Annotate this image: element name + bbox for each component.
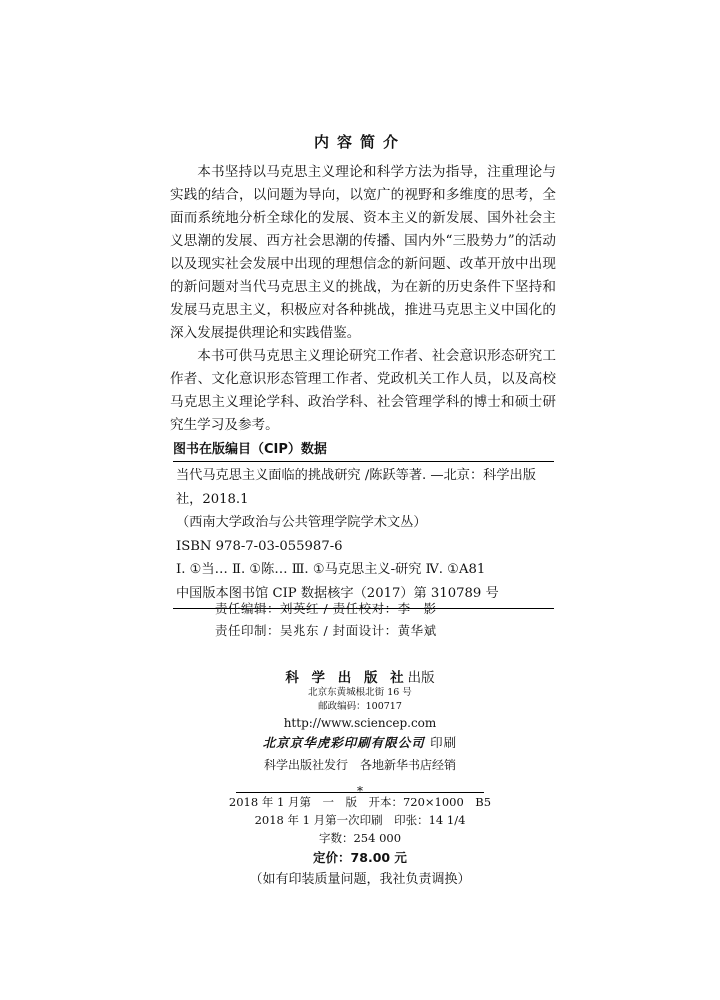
publisher-name: 科 学 出 版 社 [285, 670, 408, 686]
cip-isbn-line: ISBN 978-7-03-055987-6 [176, 538, 343, 554]
price: 定价：78.00 元 [313, 850, 407, 865]
intro-text [170, 161, 556, 437]
cip-record-line: 中国版本图书馆 CIP 数据核字（2017）第 310789 号 [176, 585, 499, 601]
publisher-postcode: 邮政编码：100717 [318, 701, 402, 712]
publisher-block [0, 666, 720, 802]
quality-notice: （如有印装质量问题，我社负责调换） [249, 872, 471, 887]
word-count: 字数：254 000 [318, 831, 402, 845]
intro-paragraph-2: 本书可供马克思主义理论研究工作者、社会意识形态研究工作者、文化意识形态管理工作者、党政机关工作人员，以及高校马克思主义理论学科、政治学科、社会管理学科的博士和硕士研究生学习及参考。 [170, 348, 556, 433]
publisher-name-line [0, 666, 720, 686]
publisher-url: http://www.sciencep.com [283, 716, 437, 730]
cip-block [173, 438, 554, 609]
intro-title: 内容简介 [313, 133, 406, 151]
cip-series-line: （西南大学政治与公共管理学院学术文丛） [176, 515, 427, 530]
printing-line: 2018 年 1 月第一次印刷 印张：14 1/4 [254, 813, 466, 827]
editors-line-2: 责任印制：吴兆东 / 封面设计：黄华斌 [215, 623, 437, 638]
cip-title-line: 当代马克思主义面临的挑战研究 /陈跃等著. —北京：科学出版 [176, 468, 536, 483]
printer-name: 北京京华虎彩印刷有限公司 [262, 735, 425, 750]
separator-star: * [357, 784, 363, 798]
printer-line [0, 732, 720, 754]
distribution-line: 科学出版社发行 各地新华书店经销 [263, 758, 456, 772]
specs-block [0, 792, 720, 891]
intro-paragraph-1: 本书坚持以马克思主义理论和科学方法为指导，注重理论与实践的结合，以问题为导向，以宽广的视野和多维度的思考，全面而系统地分析全球化的发展、资本主义的新发展、国外社会主义思潮的发展、西方社会思潮的传播、国内外“三股势力”的活动以及现实社会发展中出现的理想信念的新问题、改革开放中出现的新问题对当代马克思主义的挑战，为在新的历史条件下坚持和发展马克思主义，积极应对各种挑战，推进马克思主义中国化的深入发展提供理论和实践借鉴。 [170, 164, 556, 341]
cip-heading: 图书在版编目（CIP）数据 [173, 438, 554, 462]
printer-suffix: 印刷 [430, 735, 458, 750]
publisher-name-suffix: 出版 [407, 670, 435, 686]
cip-subject-line: Ⅰ. ①当… Ⅱ. ①陈… Ⅲ. ①马克思主义-研究 Ⅳ. ①A81 [176, 562, 486, 577]
editors-line-1: 责任编辑：刘英红 / 责任校对：李 影 [215, 601, 437, 616]
publisher-address: 北京东黄城根北街 16 号 [308, 687, 412, 698]
cip-publisher-line: 社，2018.1 [176, 491, 249, 507]
cip-body [173, 462, 554, 605]
edition-line: 2018 年 1 月第 一 版 开本：720×1000 B5 [228, 795, 492, 809]
editors-block [215, 598, 437, 642]
